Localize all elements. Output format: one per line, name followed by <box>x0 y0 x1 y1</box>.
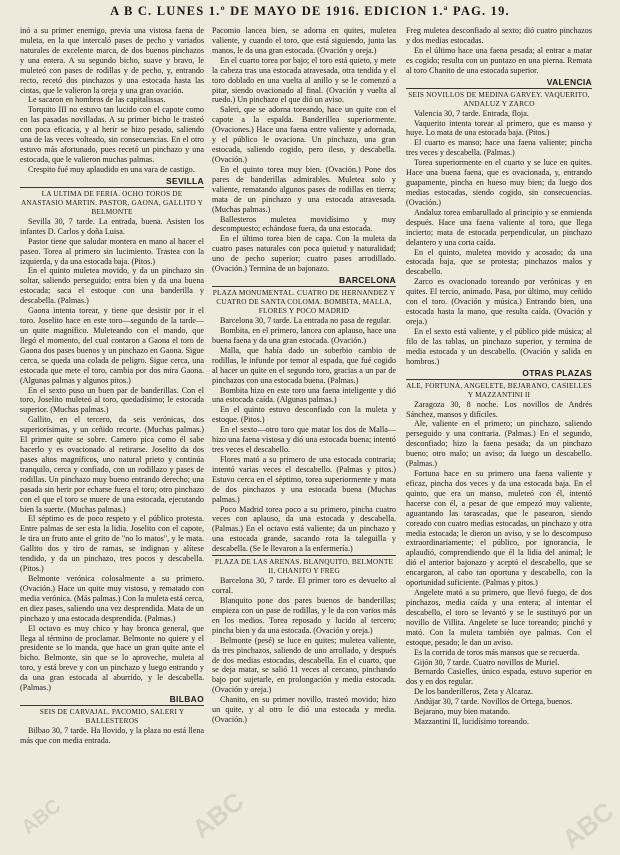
paragraph: Vaquerito intenta torear al primero, que es manso y huye. Lo mata de una estocada baja. (Pitos.) <box>406 118 592 138</box>
paragraph: Es la corrida de toros más mansos que se recuerda. <box>414 647 580 657</box>
paragraph: En el quinto, muletea movido y acosado; da una estocada baja, que se protesta; pinchazos malos y descabello. <box>406 247 592 277</box>
section-rule <box>20 187 204 188</box>
paragraph: Gijón 30, 7 tarde. Cuatro novillos de Muriel. <box>414 657 560 667</box>
paragraph: Belmonte (pesé) se luce en quites; muletea valiente, da tres pinchazos, saliendo de uno arrollado, y después de dos medias estocadas, descabella. En el cuarto, que se deja matar, se salió 11 veces al cercano, pinchando bajo por sujetarle, en prolongación y media estocada. (Ovación y oreja.) <box>212 635 396 695</box>
paragraph: Chanito, en su primer novillo, trasteó movido; hizo un quite, y al otro le dió una estocada y media. (Ovación.) <box>212 695 396 725</box>
paragraph: Pacomio lancea bien, se adorna en quites, muletea valiente, y cuando el toro, que está siguiendo, junta las manos, le da una gran estocada. (Ovación y oreja.) <box>212 26 396 55</box>
paragraph: Barcelona 30, 7 tarde. La entrada no pasa de regular. <box>220 316 391 326</box>
paragraph: Bombita hizo en este toro una faena inteligente y dió una estocada caída. (Algunas palmas.) <box>212 385 396 405</box>
paragraph: Poco Madrid torea poco a su primero, pincha cuatro veces con aplauso, da una estocada y descabella. (Palmas.) En el octavo está valiente; da un pinchazo y una estocada grande, sacando rota la taleguilla y descabella. (Se le llevaron a la enfermería.) <box>212 504 396 554</box>
paragraph: Saleri, que se adorna toreando, hace un quite con el capote a la espalda. Banderillea superiormente. (Ovaciones.) Hace una faena entre valiente y adornada, y el público le ovaciona. Un pinchazo, una gran estocada, saliendo cogido, pero ileso, y descabella. (Ovación.) <box>212 105 396 164</box>
paragraph: En el último torea bien de capa. Con la muleta da cuatro pases naturales con poca quietud y naturalidad; uno de pecho superior; cuatro pases arrodillado. (Ovación.) Termina de un bajonazo. <box>212 234 396 274</box>
paragraph: Ballesteros muletea movidísimo y muy descompuesto; echándose fuera, da una estocada. <box>212 214 396 234</box>
section-title-valencia: VALENCIA <box>546 76 592 87</box>
paragraph: Fortuna hace en su primero una faena valiente y eficaz, pincha dos veces y da una estocada baja. En el quinto, que era un manso, muleteó con él, intentó hacerse con él, a pesar de que empezó muy valiente, aguantando las tarascadas, que le pasearon, siendo coreado con cuatro medias estocadas, un pinchazo y otra media estocada; le dieron un aviso, y se lo descompuso extraordinariamente; el público, por ignorancia, le aplaudió, comprendiendo que él la lidia del animal; le dió el anterior bajonazo y aceptó el descabello, que se encargaron, al cabo tan oportuna y descabello, con la oportunidad suficiente. (Palmas y pitos.) <box>406 469 592 588</box>
paragraph: En el quinto muletea movido, y da un pinchazo sin soltar, saliendo perseguido; entra bien y da una buena estocada; saca el estoque con una banderilla y descabella. (Palmas.) <box>20 266 204 306</box>
paragraph: Flores mató a su primero de una estocada contraria; intentó varias veces el descabello. (Palmas y pitos.) Estuvo cerca en el séptimo, torea superiormente y mata de dos pinchazos y una estocada buena (Muchas palmas.) <box>212 454 396 504</box>
section-title-sevilla: SEVILLA <box>166 175 204 186</box>
column-2 <box>212 26 396 836</box>
paragraph: En el quinto estuvo desconfiado con la muleta y estoque. (Pitos.) <box>212 405 396 425</box>
paragraph: Blanquito pone dos pares buenos de banderillas; empieza con un pase de rodillas, y le da con varios más en los medios. Torea reposado y lucido al tercero; pincha bien y da una estocada. (Ovación y oreja.) <box>212 596 396 635</box>
paragraph: El octavo es muy chico y hay bronca general, que llega al término de proclamar. Belmonte no quiere y el presidente se lo manda, que hace un gran quite ante el bicho. Belmonte, sin que se lo aproveche, muleta al toro, y está breve y con un pinchazo y luego entrando y da una gran estocada al aburrido, y le descabella. (Palmas.) <box>20 623 204 693</box>
paragraph: En el sexto está valiente, y el público pide música; al filo de las tablas, un pinchazo superior, y termina de media estocada y un descabello. (Ovación y salida en hombros.) <box>406 326 592 366</box>
paragraph: En el cuarto torea por bajo; el toro está quieto, y mete la cabeza tras una estocada atravesada, otra tendida y el toro doblado en una vuelta al anillo y se le comenzó a pitar, siendo ovacionado al final. (Ovación y vuelta al ruedo.) Un pinchazo el que dió un aviso. <box>212 55 396 105</box>
paragraph: Torea superiormente en el cuarto y se luce en quites. Hace una buena faena, que es ovacionada, y, entrando guapamente, pincha en hueso muy bien; da luego dos medias estocadas, siendo cogido, sin consecuencias. (Ovación.) <box>406 158 592 207</box>
section-title-bilbao: BILBAO <box>169 694 204 705</box>
paragraph: Ale, valiente en el primero; un pinchazo, saliendo perseguido y una contraria. (Palmas.) En el segundo, desconfiado; hizo la faena pesada; da un pinchazo bueno; otro malo; un aviso; da luego un descabello. (Palmas.) <box>406 419 592 469</box>
paragraph: Bernardo Casielles, único espada, estuvo superior en dos y en dos regular. <box>406 667 592 687</box>
paragraph: Bombita, en el primero, lancea con aplauso, hace una buena faena y da una gran estocada. (Ovación.) <box>212 325 396 345</box>
watermark-logo: ABC <box>17 795 66 840</box>
paragraph: El cuarto es manso; hace una faena valiente; pincha tres veces y descabella. (Palmas.) <box>406 138 592 158</box>
paragraph: inó a su primer enemigo, previa una vistosa faena de muleta, en la que intercaló pases de pecho y variados naturales de excelente marca, de dos buenos pinchazos y una entera. A su segundo bicho, suave y bravo, le muleteó con pases de rodillas y de pecho, y, entrando recto, recetó dos pinchazos y una estocada hasta las cintas, que le valieron la oreja y una gran ovación. <box>20 26 204 95</box>
section-rule <box>212 286 396 287</box>
paragraph: Malla, que había dado un soberbio cambio de rodillas, le infunde por temor al espada, que fué cogido al hacer un quite en el segundo toro, gracias a un par de pinchazos con una estocada buena. (Palmas.) <box>212 345 396 385</box>
paragraph: El séptimo es de poco respeto y el público protesta. Entre palmas de ser esta la lidia. Joselito con el capote, le tira un fruto ante el grito de "no lo matos", y le mata. Gallito dos y tiro de ramas, se indignan y alítese tendido, y da un pinchazo, tres pocos y descabella. (Pitos.) <box>20 514 204 574</box>
watermark-logo: ABC <box>186 785 250 845</box>
paragraph: En el quinto torea muy bien. (Ovación.) Pone dos pares de banderillas admirables. Muletea solo y valiente, rematando algunos pases de rodillas en tierra; mata de un pinchazo y una estocada atravesada. (Muchas palmas.) <box>212 164 396 214</box>
column-1 <box>20 26 204 836</box>
column-3 <box>406 26 592 836</box>
paragraph: Gaona intenta torear, y tiene que desistir por ir el toro. Joselito hace en este toro—segundo de la tarde—un quite magnífico. Muleteando con el mando, que llegó el momento, del cual contaron a Gaona el toro de Gaona dos pases buenos y un pinchazo en Gaona. Sigue cerca, se queda una colada de peligro. Sigue cerca, una estocada que mete el toro, cambia por dos mira Gaona. (Algunas palmas y algunos pitos.) <box>20 306 204 385</box>
paragraph: Bilbao 30, 7 tarde. Ha llovido, y la plaza no está llena más que con media entrada. <box>20 726 204 745</box>
paragraph: Andújar 30, 7 tarde. Novillos de Ortega, buenos. <box>414 697 573 707</box>
section-heading: SEIS NOVILLOS DE MEDINA GARVEY. VAQUERITO, ANDALUZ Y ZARCO <box>408 89 590 108</box>
section-rule <box>212 555 396 556</box>
paragraph: Zaragoza 30, 8 noche. Los novillos de Andrés Sánchez, mansos y difíciles. <box>406 399 592 419</box>
section-heading: SEIS DE CARVAJAL. PACOMIO, SALERI Y BALLESTEROS <box>39 707 185 726</box>
section-rule <box>406 88 592 89</box>
paragraph: Bejarano, muy bien matando. <box>414 707 510 717</box>
paragraph: En el sexto puso un buen par de banderillas. Con el toro, Joselito muleteó al toro, quedadísimo; le estocada superior. (Muchas palmas.) <box>20 385 204 415</box>
paragraph: En el último hace una faena pesada; al entrar a matar es cogido; resulta con un puntazo en una pierna. Remata al toro Chanito de una estocada superior. <box>406 45 592 75</box>
section-heading: LA ULTIMA DE FERIA. OCHO TOROS DE ANASTASIO MARTIN. PASTOR, GAONA, GALLITO Y BELMONTE <box>20 188 204 216</box>
paragraph: De los banderilleros, Zeta y Alcaraz. <box>414 687 533 697</box>
section-title-barcelona: BARCELONA <box>338 275 396 286</box>
paragraph: Zarco es ovacionado toreando por verónicas y en quites. El tercio, animado. Pasa, por último, muy ceñido con el toro. (Ovación y música.) Entrando bien, una estocada hasta la mano, que resulta caída. (Ovación y oreja.) <box>406 277 592 326</box>
section-heading: ALE, FORTUNA, ANGELETE, BEJARANO, CASIELLES Y MAZZANTINI II <box>406 380 592 399</box>
paragraph: Valencia 30, 7 tarde. Entrada, floja. <box>414 108 529 118</box>
paragraph: Gallito, en el tercero, da seis verónicas, dos superiorísimas, y un ceñido recorte. (Muchas palmas.) El primer quite se sobre. Camero pica como él sabe hacerlo y es ovacionado al retirarse. Joselito da dos pases altos magníficos, uno natural prieto y continúa tranquilo, cerca y confiado, con un rodillazo y pases de rodillas. Un pinchazo muy bueno entrando derecho; una pasada sin herir por echarse fuera el toro; otro pinchazo con el que el toro se muere de una estocada, ejecutando bien la suerte. (Muchas palmas.) <box>20 415 204 514</box>
paragraph: Torquito III no estuvo tan lucido con el capote como en las pasadas novilladas. A su primer bicho le trasteó con poca eficacia, y al herir se hizo pesado, saliendo una de las veces volteado, sin consecuencias. En el otro estuvo más afortunado, pues recetó un pinchazo y una estocada, que le valieron muchas palmas. <box>20 105 204 164</box>
paragraph: Crespito fué muy aplaudido en una vara de castigo. <box>28 164 195 174</box>
paragraph: Barcelona 30, 7 tarde. El primer toro es devuelto al corral. <box>212 576 396 596</box>
section-title-otras-plazas: OTRAS PLAZAS <box>522 367 592 378</box>
section-heading: PLAZA DE LAS ARENAS. BLANQUITO, BELMONTE II, CHANITO Y FREG <box>214 557 394 576</box>
paragraph: Freg muletea desconfiado al sexto; dió cuatro pinchazos y dos medias estocadas. <box>406 26 592 45</box>
paragraph: Sevilla 30, 7 tarde. La entrada, buena. Asisten los infantes D. Carlos y doña Luisa. <box>20 216 204 236</box>
section-rule <box>406 379 592 380</box>
paragraph: Mazzantini II, lucidísimo toreando. <box>414 717 529 727</box>
paragraph: Belmonte verónica colosalmente a su primero. (Ovación.) Hace un quite muy vistoso, y rematado con media verónica. (Más palmas.) Con la muleta está cerca, en diez pases, saliendo una vez desprendida. Mata de un pinchazo y una estocada desprendida. (Palmas.) <box>20 574 204 623</box>
paragraph: Angelete mató a su primero, que llevó fuego, de dos pinchazos, media caída y una entera; al intentar el descabello, el toro se levantó y se le sustituyó por un novillo de Villita. Angelete se luce toreando; pinchó y mató. Con la muleta también oye palmas. Con el estoque, pesado; le dan un aviso. <box>406 588 592 647</box>
paragraph: En el sexto—otro toro que matar los dos de Malla—hizo una faena vistosa y dió una estocada buena; intentó tres veces el descabello. <box>212 425 396 455</box>
paragraph: Andaluz torea embarullado al principio y se enmienda después. Hace una faena valiente al toro, que llega incierto; mata de estocada perpendicular, un pinchazo delantero y una corta caída. <box>406 207 592 247</box>
section-rule <box>20 705 204 706</box>
section-heading: PLAZA MONUMENTAL. CUATRO DE HERNANDEZ Y CUATRO DE SANTA COLOMA. BOMBITA, MALLA, FLORES Y POCO MADRID <box>212 288 396 316</box>
page-header: A B C. LUNES 1.º DE MAYO DE 1916. EDICION 1.ª PAG. 19. <box>110 4 510 18</box>
paragraph: Le sacaron en hombros de las capitalissas. <box>28 95 166 105</box>
paragraph: Pastor tiene que saludar montera en mano al hacer el paseo. Torea al primero sin lucimiento. Trastea con la izquierda, y da una estocada baja. (Pitos.) <box>20 236 204 266</box>
watermark-logo: ABC <box>556 795 620 855</box>
